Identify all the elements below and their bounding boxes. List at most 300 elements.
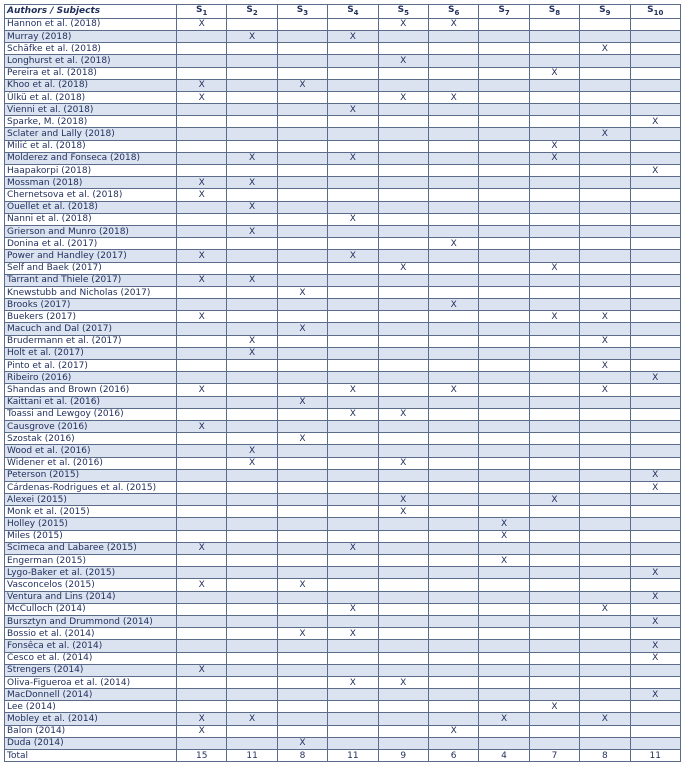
mark-cell (580, 116, 630, 128)
author-cell: Grierson and Munro (2018) (5, 225, 177, 237)
mark-cell (580, 664, 630, 676)
table-row (5, 140, 681, 152)
mark-cell: X (177, 274, 227, 286)
mark-cell (277, 18, 327, 30)
mark-cell (580, 250, 630, 262)
mark-cell (328, 18, 378, 30)
mark-cell: X (227, 347, 277, 359)
mark-cell (479, 628, 529, 640)
mark-cell (378, 628, 428, 640)
mark-cell (479, 55, 529, 67)
mark-cell (328, 555, 378, 567)
mark-cell (227, 591, 277, 603)
mark-cell (428, 286, 478, 298)
mark-cell: X (630, 640, 680, 652)
mark-cell (529, 408, 579, 420)
author-cell: Mossman (2018) (5, 177, 177, 189)
mark-cell (378, 165, 428, 177)
mark-cell (630, 311, 680, 323)
mark-cell (378, 615, 428, 627)
mark-cell (227, 299, 277, 311)
author-cell: Donina et al. (2017) (5, 238, 177, 250)
mark-cell: X (479, 530, 529, 542)
mark-cell: X (277, 323, 327, 335)
author-cell: Scimeca and Labaree (2015) (5, 542, 177, 554)
table-row (5, 152, 681, 164)
mark-cell (428, 615, 478, 627)
mark-cell (580, 372, 630, 384)
mark-cell (479, 615, 529, 627)
mark-cell (479, 664, 529, 676)
mark-cell (328, 225, 378, 237)
mark-cell (580, 165, 630, 177)
mark-cell (428, 542, 478, 554)
table-row (5, 347, 681, 359)
mark-cell (529, 104, 579, 116)
mark-cell (277, 250, 327, 262)
mark-cell (227, 286, 277, 298)
mark-cell (227, 737, 277, 749)
mark-cell: X (529, 67, 579, 79)
mark-cell (328, 262, 378, 274)
mark-cell (428, 189, 478, 201)
mark-cell: X (227, 30, 277, 42)
mark-cell (328, 713, 378, 725)
author-cell: MacDonnell (2014) (5, 689, 177, 701)
mark-cell (378, 189, 428, 201)
table-row (5, 506, 681, 518)
mark-cell (529, 177, 579, 189)
table-row (5, 91, 681, 103)
mark-cell (328, 396, 378, 408)
mark-cell: X (529, 262, 579, 274)
mark-cell (580, 530, 630, 542)
mark-cell (529, 518, 579, 530)
mark-cell (227, 67, 277, 79)
mark-cell (529, 579, 579, 591)
mark-cell (378, 542, 428, 554)
author-cell: Lygo-Baker et al. (2015) (5, 567, 177, 579)
author-cell: Tarrant and Thiele (2017) (5, 274, 177, 286)
mark-cell (177, 140, 227, 152)
mark-cell (378, 396, 428, 408)
table-row (5, 201, 681, 213)
author-cell: Power and Handley (2017) (5, 250, 177, 262)
mark-cell (378, 201, 428, 213)
mark-cell: X (580, 43, 630, 55)
mark-cell (428, 323, 478, 335)
mark-cell (580, 555, 630, 567)
mark-cell (529, 725, 579, 737)
mark-cell (227, 542, 277, 554)
mark-cell (428, 250, 478, 262)
mark-cell (479, 67, 529, 79)
mark-cell (479, 201, 529, 213)
mark-cell (277, 335, 327, 347)
table-row (5, 104, 681, 116)
mark-cell (378, 591, 428, 603)
total-value: 15 (177, 750, 227, 762)
mark-cell (227, 664, 277, 676)
mark-cell (277, 689, 327, 701)
mark-cell (378, 372, 428, 384)
mark-cell (630, 79, 680, 91)
mark-cell (529, 603, 579, 615)
mark-cell (177, 262, 227, 274)
mark-cell (580, 469, 630, 481)
mark-cell: X (580, 128, 630, 140)
mark-cell (428, 701, 478, 713)
mark-cell (277, 67, 327, 79)
mark-cell: X (630, 567, 680, 579)
mark-cell: X (580, 311, 630, 323)
author-cell: Self and Baek (2017) (5, 262, 177, 274)
mark-cell (529, 591, 579, 603)
mark-cell: X (580, 360, 630, 372)
mark-cell (529, 433, 579, 445)
mark-cell (328, 43, 378, 55)
mark-cell: X (529, 140, 579, 152)
mark-cell (580, 274, 630, 286)
author-cell: Vienni et al. (2018) (5, 104, 177, 116)
mark-cell (227, 384, 277, 396)
mark-cell (328, 311, 378, 323)
mark-cell (328, 165, 378, 177)
mark-cell (227, 615, 277, 627)
mark-cell (479, 30, 529, 42)
mark-cell (529, 664, 579, 676)
mark-cell (529, 18, 579, 30)
subject-header: $S_4$ (328, 5, 378, 19)
mark-cell: X (177, 420, 227, 432)
table-row (5, 323, 681, 335)
mark-cell (529, 737, 579, 749)
author-cell: Peterson (2015) (5, 469, 177, 481)
mark-cell (428, 628, 478, 640)
mark-cell (227, 628, 277, 640)
mark-cell (630, 67, 680, 79)
mark-cell (529, 615, 579, 627)
mark-cell (378, 250, 428, 262)
mark-cell (177, 335, 227, 347)
table-row (5, 116, 681, 128)
mark-cell (630, 335, 680, 347)
mark-cell (277, 567, 327, 579)
mark-cell (227, 469, 277, 481)
mark-cell (428, 225, 478, 237)
mark-cell (479, 299, 529, 311)
mark-cell (177, 737, 227, 749)
mark-cell (479, 360, 529, 372)
mark-cell (277, 177, 327, 189)
author-cell: Sclater and Lally (2018) (5, 128, 177, 140)
mark-cell (630, 152, 680, 164)
mark-cell (227, 104, 277, 116)
author-cell: Bursztyn and Drummond (2014) (5, 615, 177, 627)
mark-cell: X (277, 286, 327, 298)
mark-cell: X (227, 152, 277, 164)
mark-cell (177, 55, 227, 67)
subject-header: $S_8$ (529, 5, 579, 19)
mark-cell (378, 664, 428, 676)
mark-cell (479, 177, 529, 189)
mark-cell (378, 140, 428, 152)
mark-cell (529, 79, 579, 91)
mark-cell: X (630, 165, 680, 177)
mark-cell (328, 347, 378, 359)
mark-cell (479, 737, 529, 749)
mark-cell (529, 555, 579, 567)
mark-cell (630, 18, 680, 30)
authors-subjects-header: Authors / Subjects (5, 5, 177, 19)
mark-cell (227, 43, 277, 55)
mark-cell (479, 43, 529, 55)
mark-cell (580, 323, 630, 335)
mark-cell (479, 701, 529, 713)
mark-cell (277, 360, 327, 372)
mark-cell: X (177, 713, 227, 725)
mark-cell (328, 323, 378, 335)
mark-cell (378, 323, 428, 335)
mark-cell (479, 91, 529, 103)
mark-cell: X (378, 18, 428, 30)
mark-cell (529, 530, 579, 542)
author-cell: Chernetsova et al. (2018) (5, 189, 177, 201)
subject-header: $S_7$ (479, 5, 529, 19)
mark-cell (428, 213, 478, 225)
subject-header: $S_5$ (378, 5, 428, 19)
mark-cell (277, 725, 327, 737)
mark-cell (277, 615, 327, 627)
mark-cell (177, 408, 227, 420)
mark-cell (428, 408, 478, 420)
mark-cell (479, 238, 529, 250)
table-row (5, 262, 681, 274)
mark-cell (479, 128, 529, 140)
mark-cell (630, 189, 680, 201)
author-cell: Ventura and Lins (2014) (5, 591, 177, 603)
mark-cell (177, 506, 227, 518)
author-cell: Causgrove (2016) (5, 420, 177, 432)
mark-cell (227, 79, 277, 91)
total-row (5, 750, 681, 762)
mark-cell (580, 725, 630, 737)
mark-cell (277, 494, 327, 506)
mark-cell (580, 396, 630, 408)
mark-cell: X (378, 494, 428, 506)
mark-cell (580, 652, 630, 664)
mark-cell: X (630, 591, 680, 603)
mark-cell (227, 311, 277, 323)
mark-cell (580, 152, 630, 164)
author-cell: Widener et al. (2016) (5, 457, 177, 469)
mark-cell (378, 335, 428, 347)
mark-cell (378, 567, 428, 579)
mark-cell (428, 737, 478, 749)
mark-cell (177, 152, 227, 164)
subject-header: $S_9$ (580, 5, 630, 19)
mark-cell (328, 360, 378, 372)
mark-cell (630, 262, 680, 274)
mark-cell (378, 701, 428, 713)
mark-cell (277, 518, 327, 530)
mark-cell (630, 420, 680, 432)
mark-cell (630, 177, 680, 189)
mark-cell (479, 225, 529, 237)
mark-cell: X (328, 676, 378, 688)
mark-cell (378, 274, 428, 286)
mark-cell (479, 591, 529, 603)
mark-cell (177, 701, 227, 713)
mark-cell: X (479, 713, 529, 725)
mark-cell (277, 140, 327, 152)
mark-cell (580, 457, 630, 469)
mark-cell (177, 116, 227, 128)
mark-cell: X (227, 713, 277, 725)
mark-cell (428, 445, 478, 457)
mark-cell (328, 457, 378, 469)
mark-cell (277, 384, 327, 396)
mark-cell: X (378, 91, 428, 103)
mark-cell (227, 530, 277, 542)
mark-cell: X (378, 408, 428, 420)
mark-cell (428, 360, 478, 372)
mark-cell (580, 213, 630, 225)
mark-cell (479, 603, 529, 615)
mark-cell (328, 299, 378, 311)
mark-cell (227, 676, 277, 688)
mark-cell (378, 640, 428, 652)
mark-cell (378, 652, 428, 664)
mark-cell (428, 347, 478, 359)
mark-cell (580, 347, 630, 359)
mark-cell (580, 494, 630, 506)
mark-cell (277, 299, 327, 311)
mark-cell (177, 104, 227, 116)
author-cell: Wood et al. (2016) (5, 445, 177, 457)
mark-cell (328, 664, 378, 676)
total-value: 8 (277, 750, 327, 762)
mark-cell (328, 737, 378, 749)
mark-cell (529, 201, 579, 213)
author-cell: Cesco et al. (2014) (5, 652, 177, 664)
mark-cell (177, 615, 227, 627)
mark-cell (428, 177, 478, 189)
mark-cell (277, 238, 327, 250)
mark-cell (227, 323, 277, 335)
mark-cell (277, 104, 327, 116)
mark-cell (328, 55, 378, 67)
mark-cell (479, 274, 529, 286)
mark-cell: X (428, 91, 478, 103)
mark-cell: X (227, 445, 277, 457)
mark-cell (529, 238, 579, 250)
mark-cell (580, 238, 630, 250)
mark-cell (580, 262, 630, 274)
mark-cell (277, 30, 327, 42)
mark-cell (227, 567, 277, 579)
mark-cell (428, 591, 478, 603)
mark-cell (177, 518, 227, 530)
mark-cell (378, 152, 428, 164)
mark-cell (328, 725, 378, 737)
mark-cell (177, 591, 227, 603)
mark-cell (580, 177, 630, 189)
mark-cell (227, 555, 277, 567)
mark-cell (630, 55, 680, 67)
mark-cell (277, 603, 327, 615)
mark-cell: X (630, 652, 680, 664)
mark-cell (630, 323, 680, 335)
table-row (5, 420, 681, 432)
table-row (5, 676, 681, 688)
mark-cell (177, 433, 227, 445)
mark-cell: X (177, 384, 227, 396)
mark-cell (479, 79, 529, 91)
mark-cell (328, 579, 378, 591)
author-cell: Haapakorpi (2018) (5, 165, 177, 177)
author-cell: Khoo et al. (2018) (5, 79, 177, 91)
mark-cell (227, 189, 277, 201)
mark-cell (378, 213, 428, 225)
table-row (5, 652, 681, 664)
mark-cell (479, 311, 529, 323)
mark-cell (630, 128, 680, 140)
mark-cell (529, 652, 579, 664)
mark-cell: X (529, 701, 579, 713)
mark-cell (428, 67, 478, 79)
mark-cell (378, 603, 428, 615)
author-cell: Shandas and Brown (2016) (5, 384, 177, 396)
author-cell: Mobley et al. (2014) (5, 713, 177, 725)
mark-cell (177, 372, 227, 384)
mark-cell (529, 445, 579, 457)
mark-cell (529, 347, 579, 359)
mark-cell: X (177, 177, 227, 189)
mark-cell (580, 615, 630, 627)
mark-cell (227, 396, 277, 408)
mark-cell (227, 640, 277, 652)
mark-cell (529, 116, 579, 128)
mark-cell (277, 347, 327, 359)
mark-cell (177, 43, 227, 55)
mark-cell (529, 628, 579, 640)
mark-cell (277, 408, 327, 420)
author-cell: Strengers (2014) (5, 664, 177, 676)
mark-cell (277, 701, 327, 713)
mark-cell (277, 55, 327, 67)
mark-cell: X (630, 689, 680, 701)
mark-cell (227, 140, 277, 152)
mark-cell: X (177, 311, 227, 323)
mark-cell (529, 91, 579, 103)
mark-cell (580, 628, 630, 640)
mark-cell (328, 494, 378, 506)
mark-cell (580, 299, 630, 311)
mark-cell (479, 165, 529, 177)
mark-cell (580, 189, 630, 201)
author-cell: Alexei (2015) (5, 494, 177, 506)
mark-cell (428, 506, 478, 518)
table-row (5, 311, 681, 323)
table-row (5, 213, 681, 225)
total-value: 8 (580, 750, 630, 762)
total-value: 11 (630, 750, 680, 762)
mark-cell (529, 250, 579, 262)
mark-cell (177, 530, 227, 542)
mark-cell (177, 494, 227, 506)
table-row (5, 701, 681, 713)
